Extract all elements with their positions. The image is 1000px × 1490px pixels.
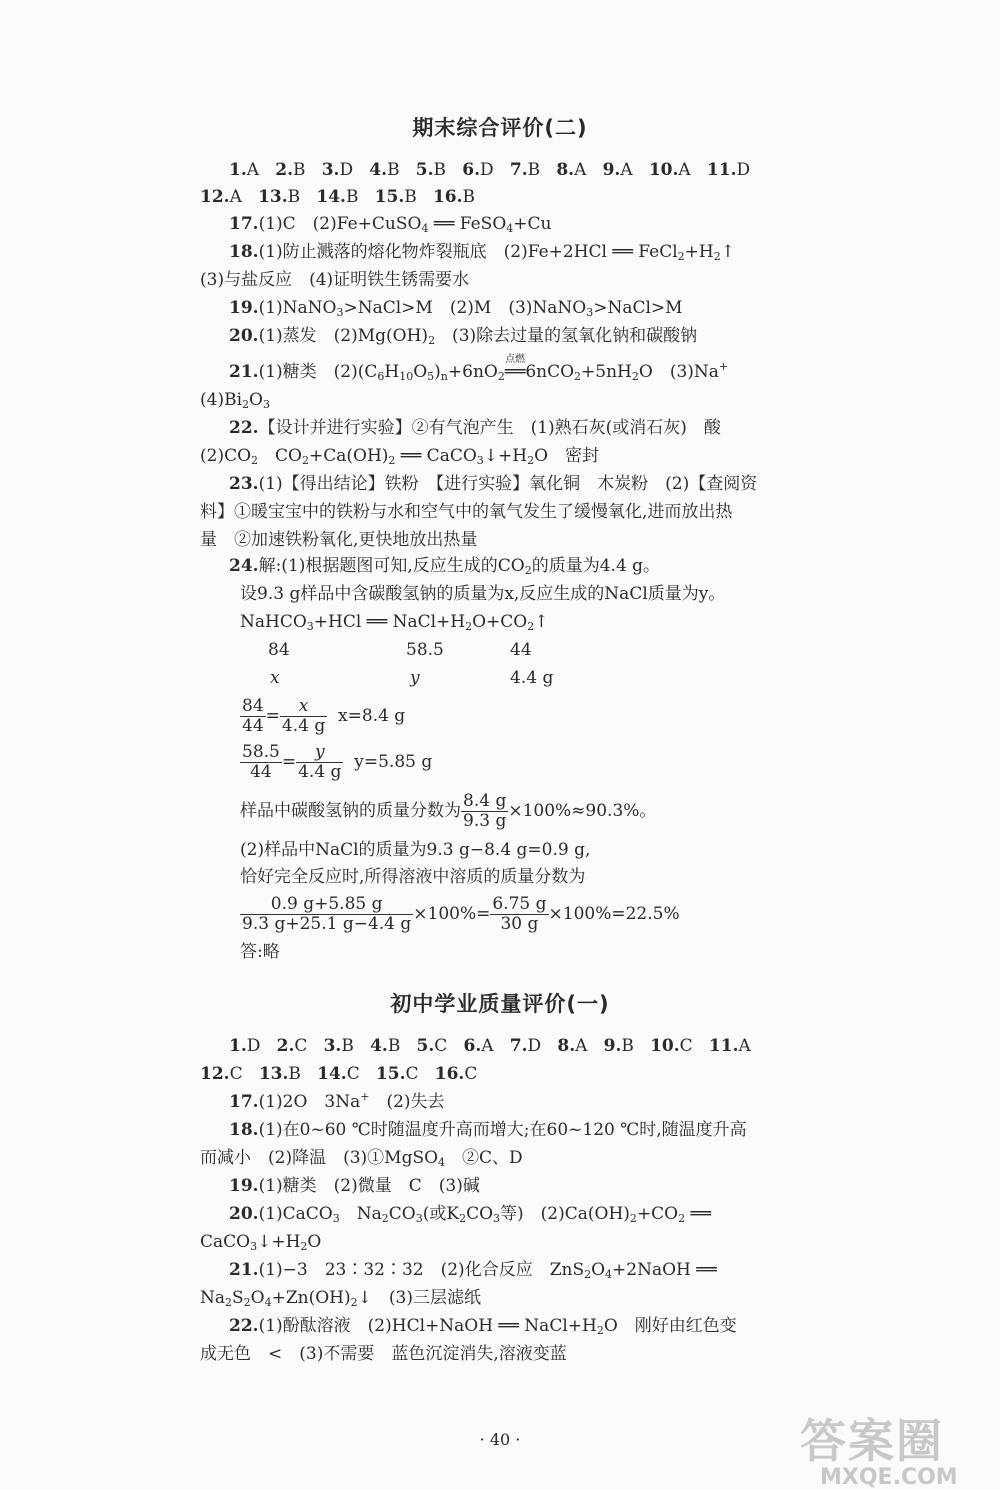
eval-answer-18-line-2: 而减小 (2)降温 (3)①MgSO$_4$ ②C、D xyxy=(200,1148,523,1169)
answer-24-solution-fraction-intro: 恰好完全反应时,所得溶液中溶质的质量分数为 xyxy=(240,867,586,887)
section-title-quality-evaluation-1: 初中学业质量评价(一) xyxy=(390,992,610,1016)
eval-answer-20-line-2: $CaCO_3↓+H_2O$ xyxy=(200,1232,322,1253)
mc-answers-row-3: 1.D 2.C 3.B 4.B 5.C 6.A 7.D 8.A 9.B 10.C 11.A xyxy=(229,1036,751,1056)
eval-answer-21-line-2: $Na_2S_2O_4+Zn(OH)_2↓$ (3)三层滤纸 xyxy=(200,1288,481,1309)
mc-answers-row-2: 12.A 13.B 14.B 15.B 16.B xyxy=(200,187,476,207)
answer-20: 20.(1)蒸发 $(2)Mg(OH)_2$ (3)除去过量的氢氧化钠和碳酸钠 xyxy=(229,326,698,347)
eval-answer-17: 17.(1)2O 3Na+ (2)失去 xyxy=(229,1090,445,1112)
mass-fraction-nahco3: 样品中碳酸氢钠的质量分数为 $\frac{8.4 g}{9.3 g}$ ×100%≈90.3%。 xyxy=(240,791,657,831)
mass-co2: 4.4 g xyxy=(510,668,554,688)
answer-23-line-3: 量 ②加速铁粉氧化,更快地放出热量 xyxy=(200,530,478,550)
eval-answer-21-line-1: 21.(1)−3 23∶32∶32 (2)化合反应 $ZnS_2O_4+2NaOH$ ══ xyxy=(229,1260,717,1281)
answer-18-line-2: (3)与盐反应 (4)证明铁生锈需要水 xyxy=(200,270,470,290)
mc-answers-row-1: 1.A 2.B 3.D 4.B 5.B 6.D 7.B 8.A 9.A 10.A 11.D xyxy=(229,160,751,180)
molar-mass-nacl: 58.5 xyxy=(406,640,444,660)
reaction-equation: NaHCO$_3$+HCl ══ $NaCl+H_2O+CO_2↑$ xyxy=(240,612,549,633)
molar-mass-co2: 44 xyxy=(510,640,532,660)
answer-24-line-2: 设9.3 g样品中含碳酸氢钠的质量为x,反应生成的NaCl质量为y。 xyxy=(240,584,726,604)
ignition-arrow: 点燃 ══ xyxy=(504,354,526,382)
var-x: x xyxy=(270,668,280,688)
eval-answer-22-line-1: 22.(1)酚酞溶液 (2)HCl+NaOH ══ $NaCl+H_2O$ 刚好由红色变 xyxy=(229,1316,737,1337)
var-y: y xyxy=(410,668,420,688)
answer-21-line-2: $(4)Bi_2O_3$ xyxy=(200,390,270,411)
eval-answer-19: 19.(1)糖类 (2)微量 C (3)碱 xyxy=(229,1176,480,1196)
solution-fraction-calc: $\frac{0.9 g+5.85 g}{9.3 g+25.1 g-4.4 g}$ ×100%= $\frac{6.75 g}{30 g}$ ×100%=22.5% xyxy=(242,894,680,934)
answer-24-nacl-mass: (2)样品中NaCl的质量为9.3 g−8.4 g=0.9 g, xyxy=(240,840,591,860)
proportion-2: $\frac{58.5}{44}$ = $\frac{y}{4.4 g}$ y=5.85 g xyxy=(242,742,433,782)
answer-23-line-2: 料】①暖宝宝中的铁粉与水和空气中的氧气发生了缓慢氧化,进而放出热 xyxy=(200,502,733,522)
proportion-1: $\frac{84}{44}$ = $\frac{x}{4.4 g}$ x=8.4 g xyxy=(242,696,406,736)
answer-18-line-1: 18.(1)防止溅落的熔化物炸裂瓶底 (2)Fe+2HCl ══ $FeCl_2+H_2↑$ xyxy=(229,242,735,263)
mc-answers-row-4: 12.C 13.B 14.C 15.C 16.C xyxy=(200,1064,478,1084)
eval-answer-18-line-1: 18.(1)在0~60 ℃时随温度升高而增大;在60~120 ℃时,随温度升高 xyxy=(229,1120,747,1140)
molar-mass-nahco3: 84 xyxy=(268,640,290,660)
page-number: · 40 · xyxy=(479,1430,521,1449)
eval-answer-22-line-2: 成无色 < (3)不需要 蓝色沉淀消失,溶液变蓝 xyxy=(200,1344,567,1364)
answer-24-line-1: 24.解:(1)根据题图可知,反应生成的$CO_2$的质量为4.4 g。 xyxy=(229,556,661,577)
answer-22-line-2: $(2)CO_2$ $CO_2+Ca(OH)_2$ ══ $CaCO_3↓+H_2O$ 密封 xyxy=(200,446,600,467)
section-title-final-review-2: 期末综合评价(二) xyxy=(412,116,588,140)
watermark-logo: 答案圈 MXQE.COM xyxy=(800,1414,958,1490)
answer-23-line-1: 23.(1)【得出结论】铁粉 【进行实验】氧化铜 木炭粉 (2)【查阅资 xyxy=(229,474,758,494)
answer-17: 17.(1)C (2)Fe+CuSO$_4$ ══ FeSO$_4$+Cu xyxy=(229,214,552,235)
answer-22-line-1: 22.【设计并进行实验】②有气泡产生 (1)熟石灰(或消石灰) 酸 xyxy=(229,418,721,438)
answer-conclusion: 答:略 xyxy=(240,942,280,962)
eval-answer-20-line-1: 20.(1)CaCO$_3$ $Na_2CO_3$(或$K_2CO_3$等) $(2)Ca(OH)_2+CO_2$ ══ xyxy=(229,1204,711,1225)
answer-19: 19.(1)NaNO$_3$>NaCl>M (2)M (3)NaNO$_3$>NaCl>M xyxy=(229,298,683,319)
answer-21-line-1: 21.(1)糖类 $(2)(C_6H_{10}O_5)_n+6nO_2$ 点燃 $══6nCO_2+5nH_2O$ (3)Na+ xyxy=(229,354,729,383)
